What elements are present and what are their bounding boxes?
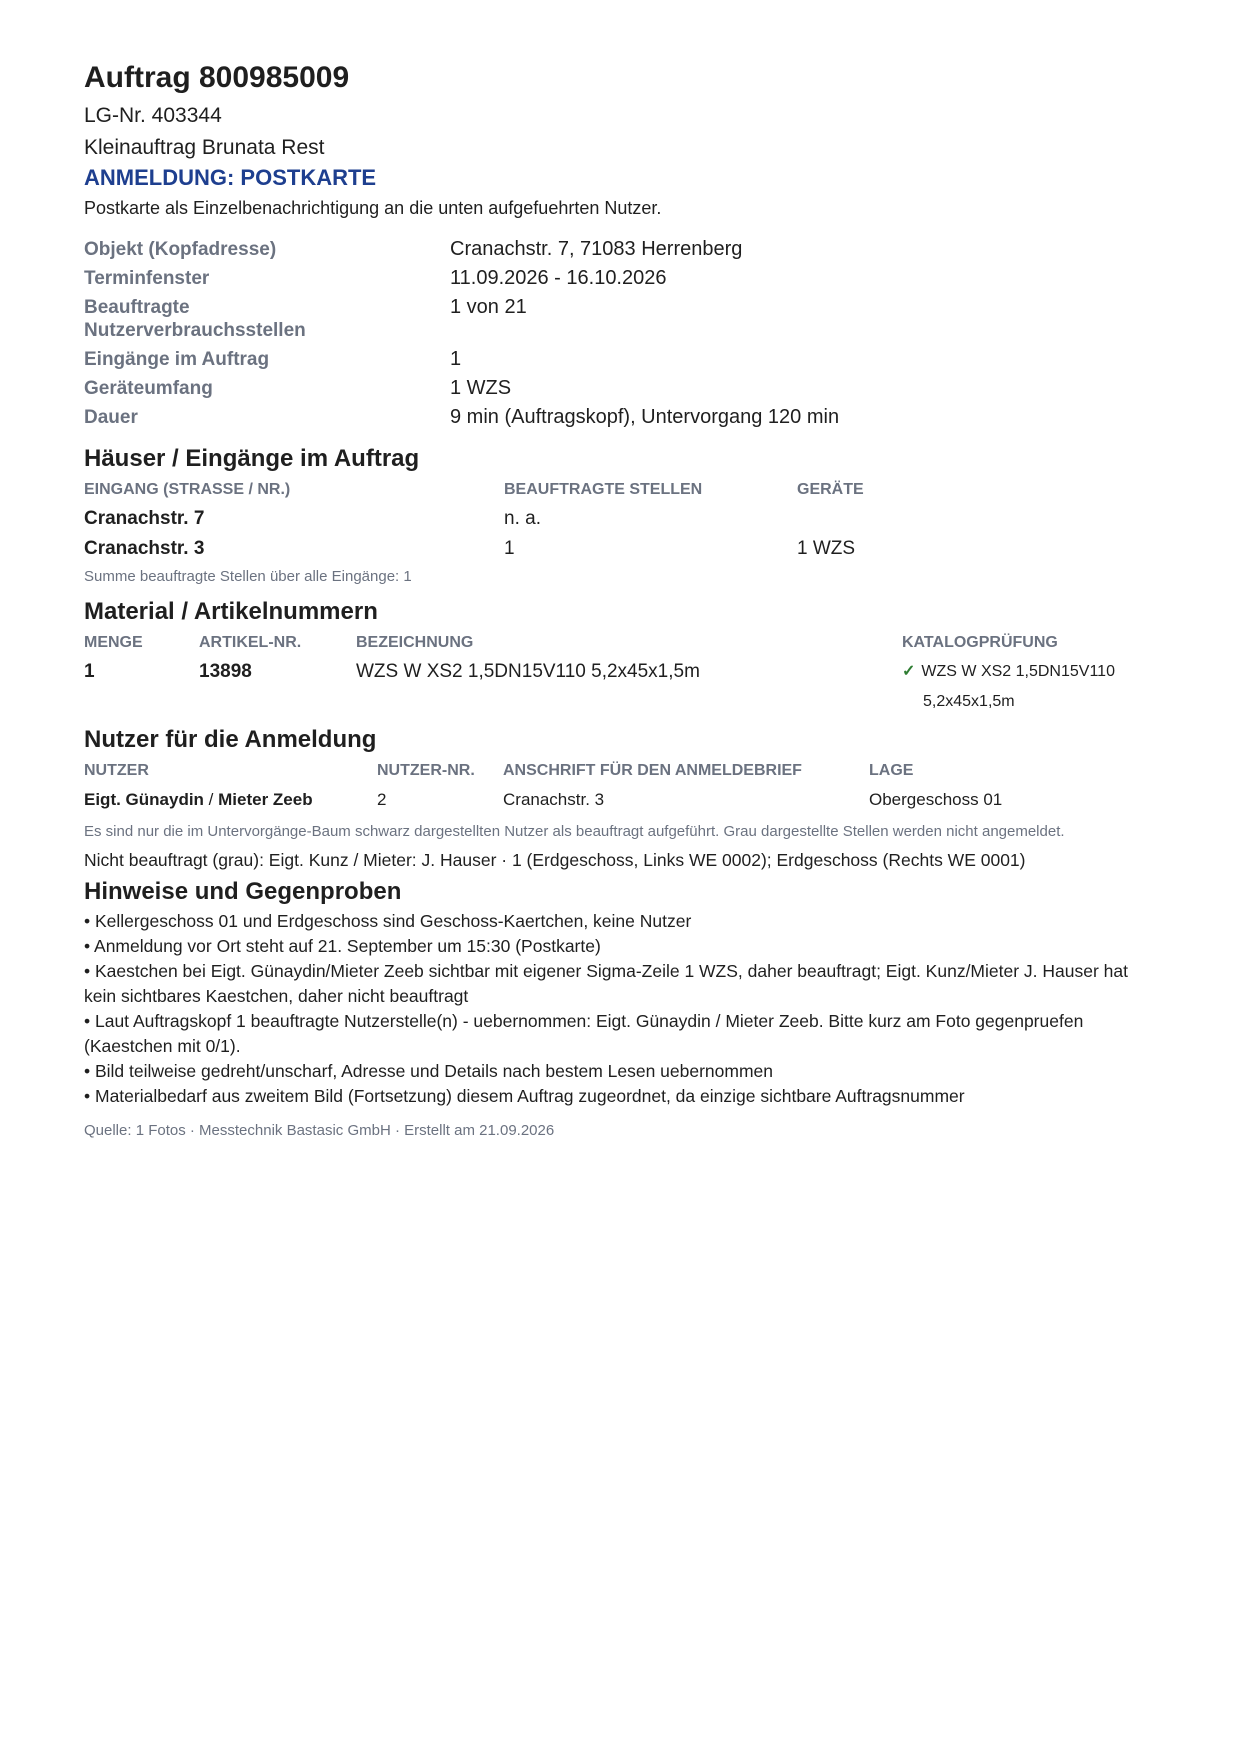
material-table xyxy=(84,633,1164,717)
detail-label: Terminfenster xyxy=(84,268,210,289)
anmeldung-type: ANMELDUNG: POSTKARTE xyxy=(84,165,377,190)
detail-value: 11.09.2026 - 16.10.2026 xyxy=(450,267,667,289)
katalog-cell xyxy=(902,657,1164,717)
detail-label: Dauer xyxy=(84,407,138,428)
detail-label: Beauftragte Nutzerverbrauchsstellen xyxy=(84,297,306,341)
table-row xyxy=(84,534,1084,564)
detail-value: 1 von 21 xyxy=(450,296,527,318)
nutzer-cell: Eigt. Günaydin / Mieter Zeeb xyxy=(84,790,313,809)
list-item: • Laut Auftragskopf 1 beauftragte Nutzerstelle(n) - uebernommen: Eigt. Günaydin / Mieter Zeeb. Bitte kurz am Foto gegenpruefen (Kaestchen mit 0/1). xyxy=(84,1011,1084,1056)
column-header: GERÄTE xyxy=(797,481,864,498)
column-header: ARTIKEL-NR. xyxy=(199,634,302,651)
detail-label: Eingänge im Auftrag xyxy=(84,349,270,370)
summe-note: Summe beauftragte Stellen über alle Eingänge: 1 xyxy=(84,568,412,585)
nicht-beauftragt: Nicht beauftragt (grau): Eigt. Kunz / Mieter: J. Hauser · 1 (Erdgeschoss, Links WE 0002); Erdgeschoss (Rechts WE 0001) xyxy=(84,850,1026,870)
order-subtitle: Kleinauftrag Brunata Rest xyxy=(84,136,325,159)
geraete-cell: 1 WZS xyxy=(797,538,856,559)
hinweise-list xyxy=(84,909,1164,1109)
haeuser-table xyxy=(84,480,1084,564)
list-item: • Kaestchen bei Eigt. Günaydin/Mieter Zeeb sichtbar mit eigener Sigma-Zeile 1 WZS, daher beauftragt; Eigt. Kunz/Mieter J. Hauser hat kein sichtbares Kaestchen, daher nicht beauftragt xyxy=(84,961,1128,1006)
lg-number: LG-Nr. 403344 xyxy=(84,104,222,127)
artikel-cell: 13898 xyxy=(199,661,252,682)
column-header: BEAUFTRAGTE STELLEN xyxy=(504,481,703,498)
detail-label: Objekt (Kopfadresse) xyxy=(84,239,277,260)
material-heading: Material / Artikelnummern xyxy=(84,598,378,625)
stellen-cell: 1 xyxy=(504,538,515,559)
detail-value: 1 xyxy=(450,348,462,370)
table-row xyxy=(84,504,1084,534)
nutzer-heading: Nutzer für die Anmeldung xyxy=(84,726,377,753)
column-header: NUTZER-NR. xyxy=(377,762,475,779)
katalog-text: WZS W XS2 1,5DN15V110 xyxy=(921,663,1115,680)
detail-value: 1 WZS xyxy=(450,377,512,399)
document-footer: Quelle: 1 Fotos · Messtechnik Bastasic GmbH · Erstellt am 21.09.2026 xyxy=(84,1122,555,1139)
document-page xyxy=(84,60,1164,1141)
list-item: • Bild teilweise gedreht/unscharf, Adresse und Details nach bestem Lesen uebernommen xyxy=(84,1061,774,1081)
column-header: NUTZER xyxy=(84,762,149,779)
column-header: EINGANG (STRASSE / NR.) xyxy=(84,481,291,498)
hinweise-heading: Hinweise und Gegenproben xyxy=(84,878,402,905)
order-title: Auftrag 800985009 xyxy=(84,61,350,94)
haeuser-heading: Häuser / Eingänge im Auftrag xyxy=(84,445,420,472)
nutzer-table xyxy=(84,761,1164,815)
order-details xyxy=(84,235,1164,432)
detail-value: Cranachstr. 7, 71083 Herrenberg xyxy=(450,238,743,260)
detail-label: Geräteumfang xyxy=(84,378,213,399)
table-row xyxy=(84,785,1164,815)
list-item: • Materialbedarf aus zweitem Bild (Fortsetzung) diesem Auftrag zugeordnet, da einzige sichtbare Auftragsnummer xyxy=(84,1086,965,1106)
stellen-cell: n. a. xyxy=(504,508,541,529)
menge-cell: 1 xyxy=(84,661,95,682)
anschrift-cell: Cranachstr. 3 xyxy=(503,790,605,809)
anmeldung-description: Postkarte als Einzelbenachrichtigung an die unten aufgefuehrten Nutzer. xyxy=(84,198,662,218)
nutzer-nr-cell: 2 xyxy=(377,790,387,809)
detail-value: 9 min (Auftragskopf), Untervorgang 120 min xyxy=(450,406,840,428)
nutzer-note: Es sind nur die im Untervorgänge-Baum schwarz dargestellten Nutzer als beauftragt aufgeführt. Grau dargestellte Stellen werden nicht angemeldet. xyxy=(84,823,1065,840)
lage-cell: Obergeschoss 01 xyxy=(869,790,1003,809)
eingang-cell: Cranachstr. 3 xyxy=(84,538,205,559)
list-item: • Anmeldung vor Ort steht auf 21. September um 15:30 (Postkarte) xyxy=(84,936,601,956)
column-header: LAGE xyxy=(869,762,914,779)
bezeichnung-cell: WZS W XS2 1,5DN15V110 5,2x45x1,5m xyxy=(356,661,700,682)
column-header: KATALOGPRÜFUNG xyxy=(902,634,1058,651)
checkmark-icon: ✓ xyxy=(902,663,916,680)
column-header: ANSCHRIFT FÜR DEN ANMELDEBRIEF xyxy=(503,762,802,779)
list-item: • Kellergeschoss 01 und Erdgeschoss sind Geschoss-Kaertchen, keine Nutzer xyxy=(84,911,692,931)
column-header: BEZEICHNUNG xyxy=(356,634,474,651)
column-header: MENGE xyxy=(84,634,143,651)
eingang-cell: Cranachstr. 7 xyxy=(84,508,205,529)
geraete-cell xyxy=(797,504,1084,534)
katalog-text: 5,2x45x1,5m xyxy=(923,693,1015,710)
table-row xyxy=(84,657,1164,717)
